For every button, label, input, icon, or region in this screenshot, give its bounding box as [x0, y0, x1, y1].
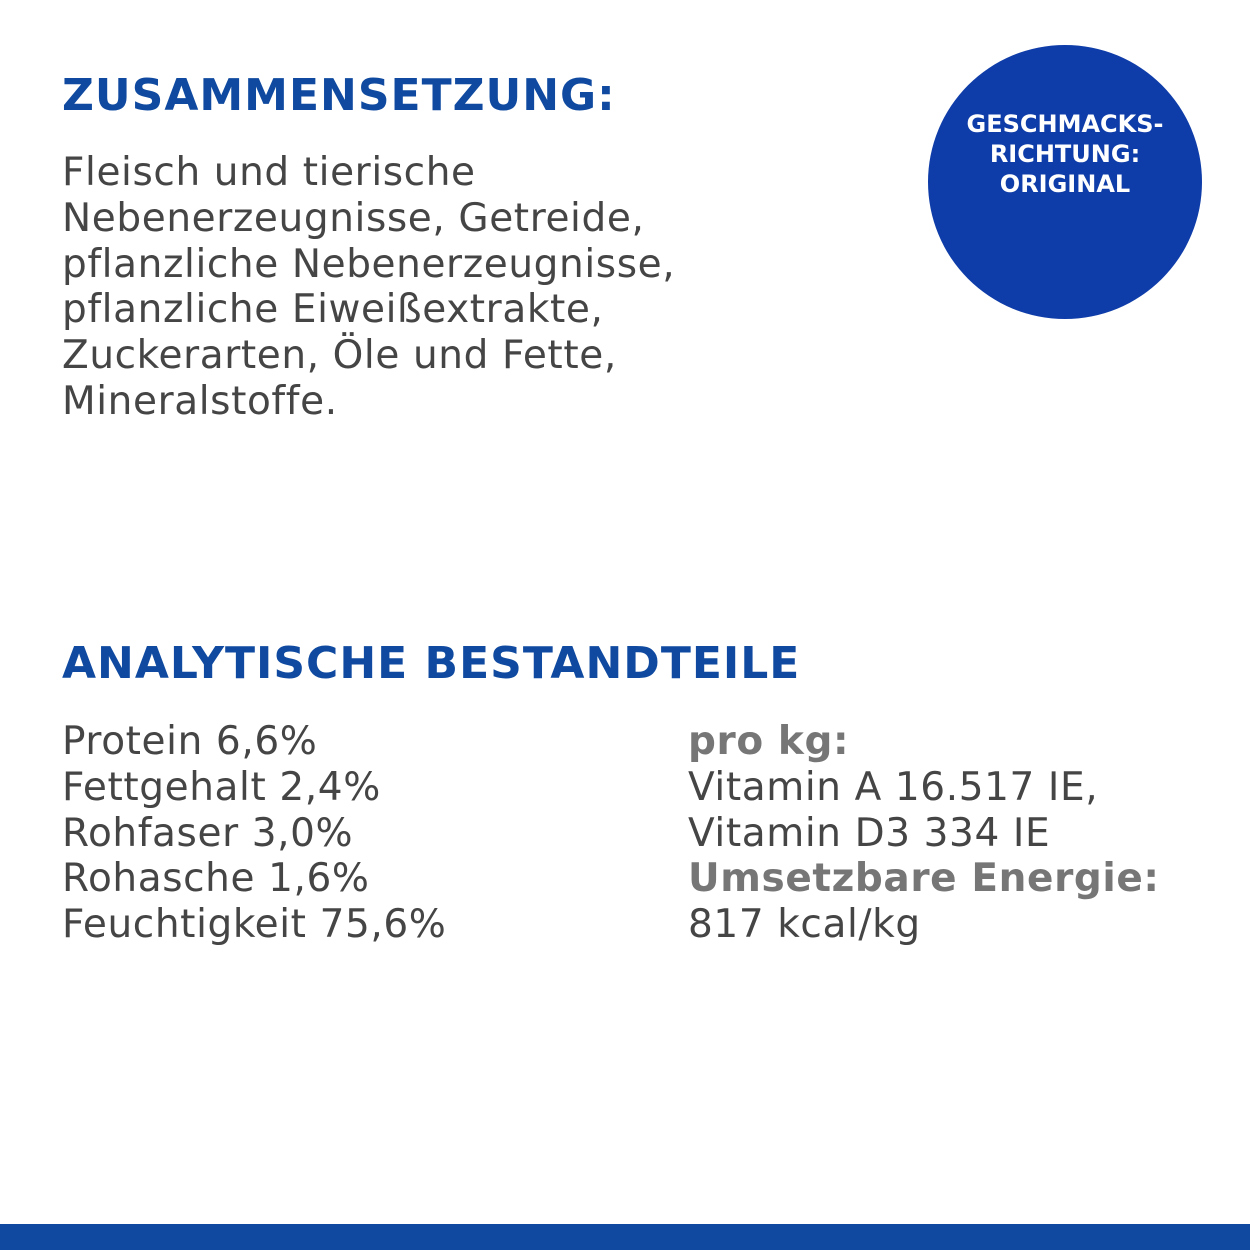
composition-text — [62, 150, 675, 425]
constituent-item: Rohasche 1,6% — [62, 856, 370, 902]
per-kg-label: pro kg: — [688, 719, 850, 764]
constituent-item: Feuchtigkeit 75,6% — [62, 902, 447, 948]
analytics-heading: ANALYTISCHE BESTANDTEILE — [62, 638, 801, 689]
flavor-badge-line: RICHTUNG: — [989, 140, 1141, 168]
composition-heading: ZUSAMMENSETZUNG: — [62, 70, 616, 121]
vitamin-item: Vitamin A 16.517 IE, — [688, 764, 1099, 810]
composition-line: Fleisch und tierische — [62, 150, 476, 195]
composition-line: Nebenerzeugnisse, Getreide, — [62, 195, 645, 241]
flavor-badge-line: ORIGINAL — [999, 170, 1131, 198]
energy-value: 817 kcal/kg — [688, 902, 921, 948]
energy-label: Umsetzbare Energie: — [688, 856, 1160, 902]
flavor-badge-text — [967, 109, 1164, 199]
constituent-item: Fettgehalt 2,4% — [62, 764, 381, 810]
flavor-badge-line: GESCHMACKS- — [966, 110, 1164, 138]
constituent-item: Rohfaser 3,0% — [62, 810, 354, 856]
vitamin-item: Vitamin D3 334 IE — [688, 810, 1051, 856]
composition-line: Zuckerarten, Öle und Fette, — [62, 333, 617, 379]
analytic-constituents-list — [62, 719, 446, 948]
composition-line: Mineralstoffe. — [62, 378, 338, 424]
composition-line: pflanzliche Nebenerzeugnisse, — [62, 241, 676, 287]
bottom-accent-bar — [0, 1224, 1250, 1250]
composition-line: pflanzliche Eiweißextrakte, — [62, 287, 604, 333]
additives-energy-list — [688, 719, 1160, 948]
constituent-item: Protein 6,6% — [62, 719, 318, 764]
flavor-badge — [928, 45, 1202, 319]
